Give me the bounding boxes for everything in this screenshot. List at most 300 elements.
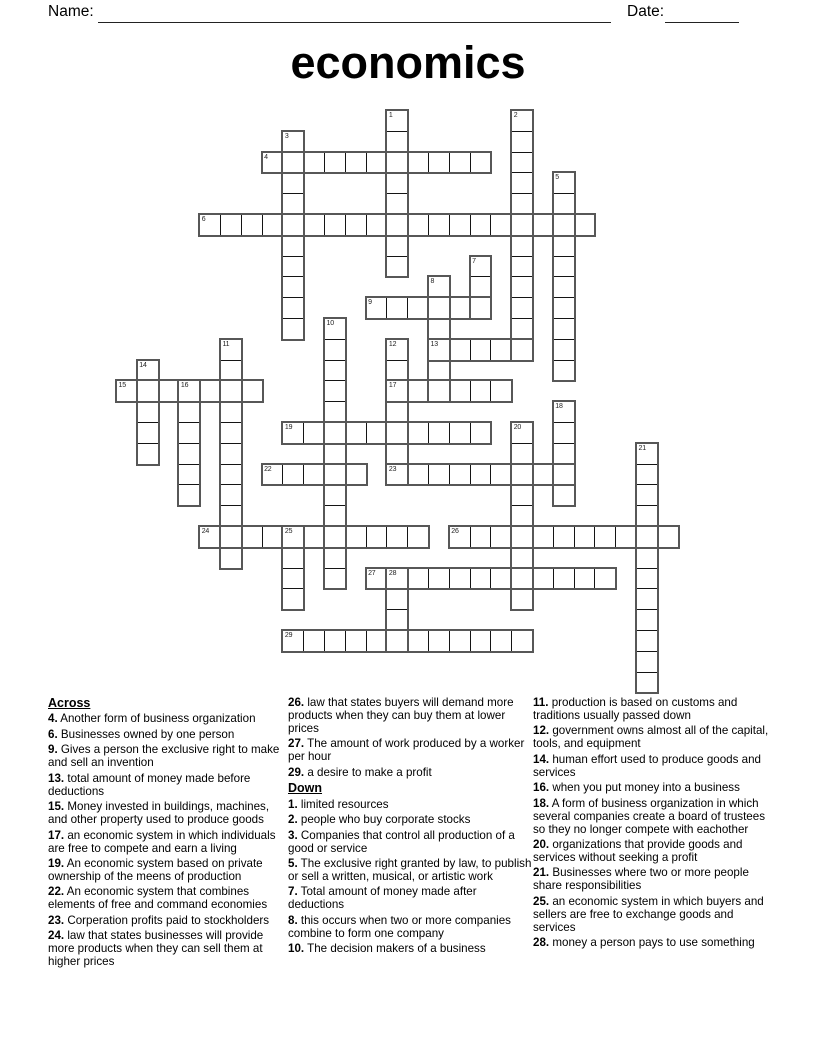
clue-text: limited resources: [297, 797, 389, 811]
grid-cell: [262, 152, 284, 174]
clue-text: this occurs when two or more companies combine to form one company: [288, 913, 511, 940]
clue-number: 20.: [533, 838, 550, 852]
grid-cell: [137, 360, 159, 382]
clue-text: The amount of work produced by a worker per hour: [288, 737, 525, 764]
cell-number: 17: [388, 382, 397, 390]
grid-cell: [324, 568, 346, 590]
grid-cell: [449, 152, 471, 174]
clue-number: 22.: [48, 885, 65, 899]
clue-item: [288, 886, 534, 912]
grid-cell: [386, 401, 408, 423]
grid-cell: [636, 630, 658, 652]
grid-cell: [137, 443, 159, 465]
grid-cell: [407, 152, 429, 174]
grid-cell: [636, 547, 658, 569]
grid-cell: [490, 380, 512, 402]
clue-text: Businesses owned by one person: [57, 727, 235, 741]
grid-cell: [220, 464, 242, 486]
cell-number: 19: [284, 424, 293, 431]
grid-cell: [428, 568, 450, 590]
grid-cell: [574, 526, 596, 548]
grid-cell: [511, 443, 533, 465]
grid-cell: [532, 464, 554, 486]
grid-cell: [386, 339, 408, 361]
grid-cell: [158, 380, 180, 402]
grid-cell: [470, 339, 492, 361]
cell-number: 25: [284, 528, 293, 535]
grid-cell: [636, 588, 658, 610]
grid-cell: [511, 318, 533, 340]
grid-cell: [345, 464, 367, 486]
grid-cell: [386, 380, 408, 402]
grid-cell: [386, 443, 408, 465]
grid-cell: [407, 464, 429, 486]
clue-column-left: [48, 697, 286, 972]
clue-number: 3.: [288, 828, 298, 842]
cell-number: 10: [326, 320, 334, 327]
clue-number: 1.: [288, 797, 298, 811]
grid-cell: [449, 422, 471, 444]
grid-cell: [407, 568, 429, 590]
grid-cell: [303, 630, 325, 652]
clue-text: The decision makers of a business: [304, 942, 486, 956]
grid-cell: [574, 568, 596, 590]
clue-number: 18.: [533, 796, 550, 810]
grid-cell: [282, 318, 304, 340]
grid-cell: [178, 484, 200, 506]
grid-cell: [386, 235, 408, 257]
grid-cell: [345, 214, 367, 236]
clue-number: 12.: [533, 724, 550, 738]
grid-cell: [178, 422, 200, 444]
grid-cell: [636, 526, 658, 548]
grid-cell: [282, 297, 304, 319]
clue-item: [48, 858, 286, 884]
grid-cell: [553, 235, 575, 257]
clue-text: An economic system that combines elements of free and command economies: [48, 885, 268, 912]
grid-cell: [386, 214, 408, 236]
grid-cell: [511, 505, 533, 527]
grid-cell: [282, 547, 304, 569]
clue-item: [48, 713, 286, 726]
grid-cell: [511, 131, 533, 153]
cell-number: 28: [388, 569, 397, 577]
grid-cell: [282, 588, 304, 610]
grid-cell: [511, 193, 533, 215]
grid-cell: [511, 526, 533, 548]
grid-cell: [324, 360, 346, 382]
grid-cell: [470, 464, 492, 486]
grid-cell: [324, 422, 346, 444]
clue-number: 7.: [288, 885, 298, 899]
clue-item: [533, 839, 776, 865]
grid-cell: [178, 464, 200, 486]
clue-number: 17.: [48, 828, 65, 842]
grid-cell: [511, 547, 533, 569]
clue-text: The exclusive right granted by law, to publish or sell a written, musical, or artistic work: [288, 857, 532, 883]
grid-cell: [636, 651, 658, 673]
grid-cell: [532, 214, 554, 236]
grid-cell: [324, 318, 346, 340]
grid-cell: [324, 401, 346, 423]
grid-cell: [553, 360, 575, 382]
grid-cell: [324, 443, 346, 465]
clue-number: 16.: [533, 781, 550, 795]
clue-item: [288, 858, 534, 884]
grid-cell: [324, 630, 346, 652]
grid-cell: [116, 380, 138, 402]
grid-cell: [470, 297, 492, 319]
grid-cell: [178, 380, 200, 402]
clue-number: 26.: [288, 696, 305, 709]
grid-cell: [241, 380, 263, 402]
clue-number: 25.: [533, 894, 550, 908]
clue-item: [288, 767, 534, 780]
clue-text: people who buy corporate stocks: [297, 813, 471, 827]
grid-cell: [553, 464, 575, 486]
grid-cell: [324, 526, 346, 548]
clue-number: 2.: [288, 813, 298, 827]
clue-number: 11.: [533, 696, 549, 709]
clue-text: law that states businesses will provide more products when they can sell them at higher prices: [48, 929, 264, 969]
grid-cell: [470, 214, 492, 236]
clue-text: an economic system in which buyers and sellers are free to exchange goods and services: [533, 894, 764, 934]
grid-cell: [282, 630, 304, 652]
grid-cell: [553, 401, 575, 423]
cell-number: 8: [430, 278, 435, 286]
grid-cell: [386, 172, 408, 194]
grid-cell: [324, 464, 346, 486]
grid-cell: [220, 339, 242, 361]
cell-number: 4: [264, 153, 268, 161]
grid-cell: [511, 235, 533, 257]
clue-text: Businesses where two or more people share responsibilities: [533, 866, 749, 893]
clue-item: [533, 896, 776, 935]
grid-cell: [386, 131, 408, 153]
clue-text: organizations that provide goods and services without seeking a profit: [533, 838, 743, 864]
grid-cell: [220, 360, 242, 382]
grid-cell: [386, 526, 408, 548]
grid-cell: [511, 339, 533, 361]
cell-number: 22: [264, 465, 272, 473]
name-blank-line: [98, 6, 611, 23]
grid-cell: [282, 131, 304, 153]
cell-number: 20: [513, 424, 522, 431]
clue-number: 29.: [288, 765, 305, 779]
cell-number: 16: [180, 382, 189, 390]
grid-cell: [511, 464, 533, 486]
grid-cell: [282, 172, 304, 194]
clue-text: when you put money into a business: [549, 781, 740, 795]
grid-cell: [282, 235, 304, 257]
clue-item: [48, 930, 286, 969]
grid-cell: [553, 339, 575, 361]
grid-cell: [324, 484, 346, 506]
grid-cell: [553, 193, 575, 215]
puzzle-title: economics: [290, 37, 526, 88]
grid-cell: [615, 526, 637, 548]
grid-cell: [262, 526, 284, 548]
grid-cell: [636, 484, 658, 506]
clue-text: total amount of money made before deductions: [48, 771, 251, 798]
grid-cell: [178, 401, 200, 423]
cell-number: 23: [388, 465, 397, 473]
grid-cell: [490, 568, 512, 590]
date-blank-line: [665, 6, 739, 23]
grid-cell: [407, 422, 429, 444]
cell-number: 3: [284, 132, 289, 140]
clue-text: human effort used to produce goods and services: [533, 752, 761, 779]
grid-cell: [428, 214, 450, 236]
grid-cell: [449, 339, 471, 361]
grid-cell: [553, 526, 575, 548]
grid-cell: [386, 152, 408, 174]
grid-cell: [636, 568, 658, 590]
grid-cell: [282, 464, 304, 486]
grid-cell: [407, 297, 429, 319]
clue-text: law that states buyers will demand more products when they can buy them at lower prices: [288, 696, 514, 735]
cell-number: 29: [284, 632, 293, 639]
clue-item: [288, 943, 534, 956]
clue-number: 9.: [48, 743, 58, 757]
clue-number: 8.: [288, 913, 298, 927]
cell-number: 2: [513, 112, 518, 119]
clue-number: 4.: [48, 712, 58, 726]
clue-text: money a person pays to use something: [549, 936, 755, 950]
grid-cell: [282, 276, 304, 298]
clue-item: [288, 738, 534, 764]
grid-cell: [345, 422, 367, 444]
grid-cell: [428, 297, 450, 319]
clue-text: Gives a person the exclusive right to make and sell an invention: [48, 743, 280, 770]
grid-cell: [386, 360, 408, 382]
grid-cell: [220, 443, 242, 465]
grid-cell: [574, 214, 596, 236]
cell-number: 18: [555, 403, 563, 411]
clue-text: An economic system based on private ownership of the meens of production: [48, 857, 263, 883]
clue-number: 27.: [288, 737, 305, 751]
clue-number: 6.: [48, 727, 58, 741]
grid-cell: [594, 568, 616, 590]
clue-section-header: Down: [288, 781, 323, 796]
grid-cell: [220, 547, 242, 569]
clue-text: Total amount of money made after deductions: [288, 885, 477, 912]
grid-cell: [553, 297, 575, 319]
clue-item: [533, 725, 776, 751]
grid-cell: [366, 568, 388, 590]
grid-cell: [511, 297, 533, 319]
grid-cell: [553, 318, 575, 340]
cell-number: 5: [555, 174, 559, 182]
grid-cell: [511, 110, 533, 132]
clue-column-middle: [288, 697, 534, 959]
clue-item: [48, 744, 286, 770]
cell-number: 27: [368, 569, 376, 577]
grid-cell: [470, 422, 492, 444]
grid-cell: [386, 193, 408, 215]
grid-cell: [470, 256, 492, 278]
clue-text: Corperation profits paid to stockholders: [64, 913, 270, 927]
cell-number: 11: [222, 340, 230, 348]
grid-cell: [324, 505, 346, 527]
clue-number: 15.: [48, 800, 65, 814]
grid-cell: [428, 152, 450, 174]
clue-item: [288, 697, 534, 736]
grid-cell: [345, 152, 367, 174]
cell-number: 12: [388, 340, 397, 348]
grid-cell: [199, 214, 221, 236]
grid-cell: [490, 464, 512, 486]
clue-item: [533, 798, 776, 837]
grid-cell: [553, 568, 575, 590]
clue-text: a desire to make a profit: [304, 765, 432, 779]
grid-cell: [324, 339, 346, 361]
clue-number: 23.: [48, 913, 65, 927]
grid-cell: [428, 318, 450, 340]
clue-item: [48, 773, 286, 799]
grid-cell: [386, 568, 408, 590]
grid-cell: [511, 276, 533, 298]
grid-cell: [594, 526, 616, 548]
clue-text: Money invested in buildings, machines, and other property used to produce goods: [48, 800, 270, 827]
grid-cell: [220, 505, 242, 527]
clue-text: government owns almost all of the capital, tools, and equipment: [533, 724, 769, 751]
grid-cell: [386, 256, 408, 278]
cell-number: 26: [451, 528, 459, 535]
cell-number: 24: [201, 528, 210, 535]
grid-cell: [262, 464, 284, 486]
cell-number: 21: [638, 444, 646, 452]
grid-cell: [303, 464, 325, 486]
grid-cell: [428, 422, 450, 444]
grid-cell: [470, 630, 492, 652]
grid-cell: [407, 630, 429, 652]
grid-cell: [449, 568, 471, 590]
grid-cell: [303, 422, 325, 444]
grid-cell: [449, 630, 471, 652]
cell-number: 9: [368, 299, 372, 307]
date-label: Date:: [627, 3, 665, 20]
grid-cell: [303, 214, 325, 236]
cell-number: 15: [118, 382, 126, 390]
grid-cell: [345, 526, 367, 548]
grid-cell: [449, 464, 471, 486]
grid-cell: [490, 630, 512, 652]
grid-cell: [511, 214, 533, 236]
grid-cell: [553, 256, 575, 278]
cell-number: 14: [139, 361, 147, 369]
clue-number: 10.: [288, 942, 305, 956]
grid-cell: [511, 588, 533, 610]
grid-cell: [178, 443, 200, 465]
grid-cell: [553, 422, 575, 444]
grid-cell: [449, 214, 471, 236]
grid-cell: [511, 630, 533, 652]
grid-cell: [282, 214, 304, 236]
cell-number: 7: [472, 257, 476, 265]
clue-text: A form of business organization in which several companies create a board of trustees so they no longer compete with eachother: [533, 796, 765, 836]
clue-item: [48, 886, 286, 912]
name-label: Name:: [48, 3, 94, 20]
grid-cell: [386, 110, 408, 132]
grid-cell: [511, 256, 533, 278]
grid-cell: [303, 152, 325, 174]
grid-cell: [386, 464, 408, 486]
grid-cell: [511, 422, 533, 444]
grid-cell: [428, 360, 450, 382]
grid-cell: [386, 297, 408, 319]
grid-cell: [262, 214, 284, 236]
grid-cell: [137, 380, 159, 402]
clue-item: [48, 801, 286, 827]
clue-number: 5.: [288, 857, 298, 871]
grid-cell: [137, 401, 159, 423]
clue-number: 13.: [48, 771, 65, 785]
grid-cell: [636, 464, 658, 486]
grid-cell: [220, 484, 242, 506]
clue-item: [288, 799, 534, 812]
grid-cell: [407, 380, 429, 402]
grid-cell: [324, 380, 346, 402]
grid-cell: [199, 526, 221, 548]
grid-cell: [470, 526, 492, 548]
clue-item: [533, 697, 776, 723]
grid-cell: [366, 152, 388, 174]
grid-cell: [470, 568, 492, 590]
clue-item: [533, 754, 776, 780]
grid-cell: [407, 526, 429, 548]
grid-cell: [428, 464, 450, 486]
grid-cell: [241, 214, 263, 236]
grid-cell: [511, 172, 533, 194]
grid-cell: [511, 568, 533, 590]
clue-number: 21.: [533, 866, 550, 880]
grid-cell: [220, 401, 242, 423]
grid-cell: [282, 256, 304, 278]
clue-text: an economic system in which individuals are free to compete and earn a living: [48, 828, 276, 855]
grid-cell: [199, 380, 221, 402]
clue-number: 19.: [48, 857, 65, 871]
grid-cell: [636, 609, 658, 631]
clue-text: Companies that control all production of a good or service: [288, 828, 515, 855]
grid-cell: [636, 443, 658, 465]
grid-cell: [366, 526, 388, 548]
clue-item: [533, 937, 776, 950]
grid-cell: [636, 505, 658, 527]
grid-cell: [366, 422, 388, 444]
clue-item: [288, 830, 534, 856]
grid-cell: [366, 297, 388, 319]
grid-cell: [137, 422, 159, 444]
grid-cell: [490, 214, 512, 236]
cell-number: 6: [201, 216, 206, 223]
grid-cell: [470, 152, 492, 174]
grid-cell: [220, 422, 242, 444]
clue-item: [48, 729, 286, 742]
grid-cell: [449, 380, 471, 402]
grid-cell: [532, 526, 554, 548]
grid-cell: [449, 297, 471, 319]
grid-cell: [282, 152, 304, 174]
grid-cell: [366, 214, 388, 236]
grid-cell: [324, 547, 346, 569]
grid-cell: [345, 630, 367, 652]
clue-number: 14.: [533, 752, 550, 766]
clue-item: [48, 915, 286, 928]
grid-cell: [241, 526, 263, 548]
grid-cell: [407, 214, 429, 236]
grid-cell: [282, 526, 304, 548]
